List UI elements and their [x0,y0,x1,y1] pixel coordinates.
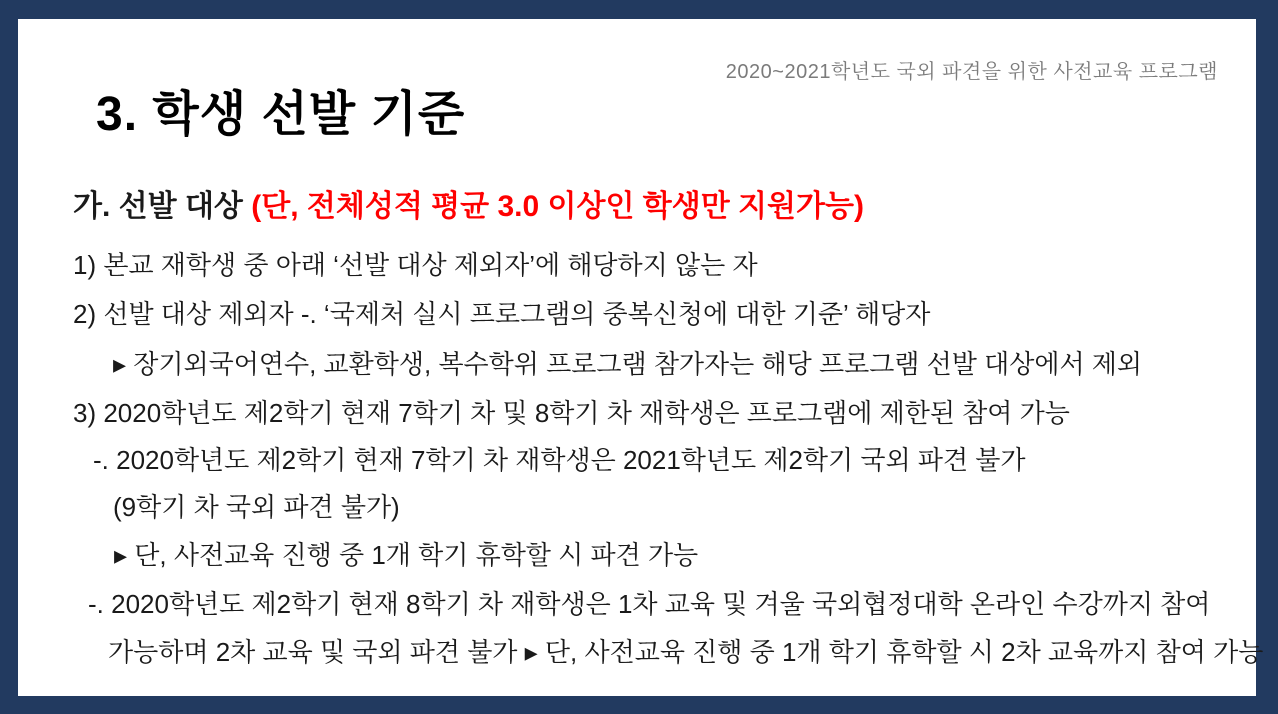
body-line-7: ▸ 단, 사전교육 진행 중 1개 학기 휴학할 시 파견 가능 [114,540,699,570]
section-heading-note: (단, 전체성적 평균 3.0 이상인 학생만 지원가능) [251,190,864,223]
body-line-9: 가능하며 2차 교육 및 국외 파견 불가 ▸ 단, 사전교육 진행 중 1개 학기 휴학할 시 2차 교육까지 참여 가능 [108,637,1264,667]
body-line-3: ▸ 장기외국어연수, 교환학생, 복수학위 프로그램 참가자는 해당 프로그램 선발 대상에서 제외 [113,349,1143,379]
body-line-5: -. 2020학년도 제2학기 현재 7학기 차 재학생은 2021학년도 제2학기 국외 파견 불가 [93,445,1026,475]
body-line-6: (9학기 차 국외 파견 불가) [113,492,400,522]
body-line-4: 3) 2020학년도 제2학기 현재 7학기 차 및 8학기 차 재학생은 프로그램에 제한된 참여 가능 [73,398,1070,428]
page-title: 3. 학생 선발 기준 [96,88,466,141]
section-heading-label: 가. 선발 대상 [73,190,252,223]
program-header-label: 2020~2021학년도 국외 파견을 위한 사전교육 프로그램 [725,61,1218,83]
body-line-8: -. 2020학년도 제2학기 현재 8학기 차 재학생은 1차 교육 및 겨울 국외협정대학 온라인 수강까지 참여 [88,589,1211,619]
section-heading [73,181,864,225]
body-line-2: 2) 선발 대상 제외자 -. ‘국제처 실시 프로그램의 중복신청에 대한 기준’ 해당자 [73,299,931,329]
body-line-1: 1) 본교 재학생 중 아래 ‘선발 대상 제외자’에 해당하지 않는 자 [73,250,758,280]
slide-content-area [18,19,1264,696]
